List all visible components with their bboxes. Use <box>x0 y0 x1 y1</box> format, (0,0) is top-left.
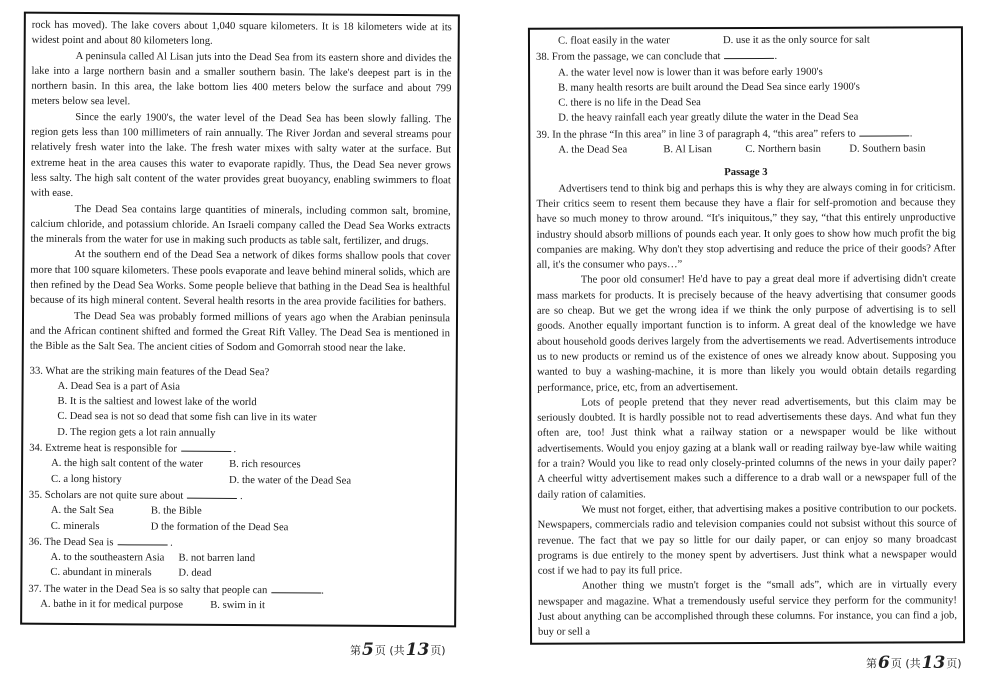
question-stem: 34. Extreme heat is responsible for . <box>29 440 449 459</box>
option-row <box>536 110 955 127</box>
answer-blank <box>187 488 237 499</box>
question-34 <box>29 440 449 489</box>
paragraph: rock has moved). The lake covers about 1,040 square kilometers. It is 18 kilometers wide at its widest point and about 80 kilometers long. <box>31 19 452 48</box>
option: A. bathe in it for medical purpose <box>40 598 183 611</box>
question-stem: 38. From the passage, we can conclude that . <box>536 48 955 66</box>
option: B. swim in it <box>210 599 266 612</box>
question-39 <box>536 125 955 158</box>
question-text: 39. In the phrase “In this area” in line 3 of paragraph 4, “this area” refers to <box>536 128 856 141</box>
paragraph: At the southern end of the Dead Sea a network of dikes forms shallow pools that cover more that 100 square kilometers. These pools evaporate and leave behind mineral solids, which are then refined by the Dead Sea Works. Some people believe that bathing in the Dead Sea is healthful because of its high mineral content. Several health resorts in the area provide facilities for bathers. <box>30 249 451 309</box>
question-stem: 33. What are the striking main features of the Dead Sea? <box>29 365 270 378</box>
paragraph: Since the early 1900's, the water level of the Dead Sea has been slowly falling. The region gets less than 100 millimeters of rain annually. The River Jordan and several streams pour relatively fresh water into the lake. The fresh water mixes with salty water at the surface. But extreme heat in the area causes this water to evaporate rapidly. Thus, the Dead Sea never grows less salty. The high salt content of the water provides great buoyancy, enabling swimmers to float with ease. <box>30 111 452 200</box>
question-text: 38. From the passage, we can conclude that <box>536 51 721 64</box>
option: C. float easily in the water <box>557 35 670 47</box>
paragraph: Another thing we mustn't forget is the “small ads”, which are in virtually every newspaper and magazine. What a tremendously useful service they perform for the community! Just about anything can be accomplished through these columns. For instance, you can find a job, buy or sell a <box>537 579 957 639</box>
question-text: 36. The Dead Sea is <box>28 536 114 549</box>
option: D. the heavy rainfall each year greatly dilute the water in the Dead Sea <box>558 112 859 125</box>
question-36 <box>28 534 448 583</box>
option: A. the Salt Sea <box>50 505 114 517</box>
option: B. Al Lisan <box>663 144 712 156</box>
answer-blank <box>117 534 167 545</box>
handwritten-total-pages: 13 <box>921 653 946 673</box>
option: C. minerals <box>50 520 100 532</box>
question-35 <box>29 487 449 536</box>
option: A. to the southeastern Asia <box>50 551 165 564</box>
paragraph: Advertisers tend to think big and perhaps this is why they are always coming in for criticism. Their critics seem to resent them because they have a flair for self-promotion and because they have so much money to throw around. “It's iniquitous,” they say, “that this entirely unproductive industry should absorb millions of pounds each year. It only goes to show how much profit the big companies are making. Why don't they stop advertising and reduce the price of their goods? After all, it's the consumer who pays…” <box>536 181 956 271</box>
option: A. the high salt content of the water <box>51 458 203 471</box>
handwritten-total-pages: 13 <box>405 640 430 660</box>
option-row <box>28 597 448 615</box>
option-row <box>536 94 955 111</box>
option-row <box>536 141 955 158</box>
option: A. Dead Sea is a part of Asia <box>57 380 181 393</box>
answer-blank <box>724 48 774 59</box>
footer-suffix: 页) <box>946 657 962 670</box>
page-number-footer <box>350 640 446 660</box>
option: C. abundant in minerals <box>50 567 152 579</box>
footer-mid: 页 (共 <box>374 644 405 657</box>
page-number-footer <box>866 653 962 673</box>
option: A. the Dead Sea <box>558 144 628 156</box>
passage-title: Passage 3 <box>724 167 768 179</box>
footer-prefix: 第 <box>866 657 877 670</box>
option: C. Northern basin <box>745 143 821 156</box>
option: D. Southern basin <box>849 143 926 155</box>
option: D. the water of the Dead Sea <box>228 474 352 487</box>
question-stem: 39. In the phrase “In this area” in line 3 of paragraph 4, “this area” refers to . <box>536 125 955 143</box>
question-text: 37. The water in the Dead Sea is so salty that people can <box>28 583 268 596</box>
question-stem: 36. The Dead Sea is . <box>29 534 449 553</box>
option: B. rich resources <box>229 459 301 471</box>
right-page <box>528 26 965 645</box>
answer-blank <box>271 582 321 593</box>
question-text: 35. Scholars are not quite sure about <box>28 489 184 502</box>
paragraph: We must not forget, either, that advertising makes a positive contribution to our pockets. Newspapers, commercials radio and television companies could not subsist without this source of revenue. The fact that we pay so little for our daily paper, or can enjoy so many broadcast programs is due entirely to the money spent by advertisers. Just think what a newspaper would cost if we had to pay its full price. <box>537 503 957 577</box>
option: B. It is the saltiest and lowest lake of the world <box>57 396 257 409</box>
question-stem: 35. Scholars are not quite sure about . <box>29 487 449 506</box>
paragraph: The Dead Sea was probably formed millions of years ago when the Arabian peninsula and the African continent shifted and formed the Great Rift Valley. The Dead Sea is mentioned in the Bible as the Salt Sea. The ancient cities of Sodom and Gomorrah stood near the lake. <box>29 310 451 355</box>
paragraph: A peninsula called Al Lisan juts into the Dead Sea from its eastern shore and divides the lake into a large northern basin and a smaller southern basin. The lake's deepest part is in the northern basin. In this area, the lake bottom lies 400 meters below the surface and about 799 meters below sea level. <box>31 50 452 108</box>
option: C. there is no life in the Dead Sea <box>558 97 701 109</box>
option-row <box>536 79 955 96</box>
paragraph: Lots of people pretend that they never read advertisements, but this claim may be seriously doubted. It is hardly possible not to read advertisements these days. And what fun they often are, too! Just think what a railway station or a newspaper would be like without advertisements. Would you enjoy gazing at a blank wall or reading railway bye-law while waiting for a train? Would you like to read only closely-printed columns of the news in your daily paper? A cheerful witty advertisement makes such a difference to a drab wall or a newspaper full of the daily ration of calamities. <box>537 396 957 501</box>
option: D. The region gets a lot rain annually <box>57 426 216 439</box>
option-row <box>536 64 955 81</box>
footer-prefix: 第 <box>350 644 361 657</box>
answer-blank <box>181 441 231 452</box>
left-page <box>20 12 460 628</box>
handwritten-page-number: 6 <box>878 653 890 673</box>
question-38 <box>536 48 955 127</box>
question-33 <box>29 363 449 442</box>
option: D the formation of the Dead Sea <box>150 520 289 533</box>
option: B. not barren land <box>178 552 256 565</box>
option: A. the water level now is lower than it was before early 1900's <box>558 66 823 79</box>
question-text: 34. Extreme heat is responsible for <box>29 442 177 455</box>
option: B. the Bible <box>150 505 202 517</box>
answer-blank <box>860 125 910 136</box>
paragraph: The poor old consumer! He'd have to pay a great deal more if advertising didn't create mass markets for products. It is precisely because of the heavy advertising that consumer goods are so cheap. But we get the wrong idea if we think the only purpose of advertising is to sell goods. Another equally important function is to inform. A great deal of the knowledge we have about household goods derives largely from the advertisements we read. Advertisements introduce us to new products or remind us of the existence of ones we already know about. Supposing you wanted to buy a washing-machine, it is more than likely you would obtain details regarding performance, price, etc, from an advertisement. <box>536 273 957 394</box>
question-37 <box>28 580 448 614</box>
option: C. Dead sea is not so dead that some fish can live in its water <box>57 411 317 424</box>
option: C. a long history <box>50 473 122 485</box>
option: D. dead <box>178 568 212 580</box>
footer-suffix: 页) <box>430 644 446 657</box>
footer-mid: 页 (共 <box>890 657 921 670</box>
paragraph: The Dead Sea contains large quantities of minerals, including common salt, bromine, calcium chloride, and potassium chloride. An Israeli company called the Dead Sea Works extracts the minerals from the water for use in making such products as table salt, fertilizer, and drugs. <box>30 203 451 248</box>
question-stem: 37. The water in the Dead Sea is so salty that people can . <box>28 583 325 597</box>
option: B. many health resorts are built around the Dead Sea since early 1900's <box>558 81 860 94</box>
handwritten-page-number: 5 <box>362 640 374 660</box>
option: D. use it as the only source for salt <box>722 34 870 47</box>
option-row <box>536 32 955 49</box>
